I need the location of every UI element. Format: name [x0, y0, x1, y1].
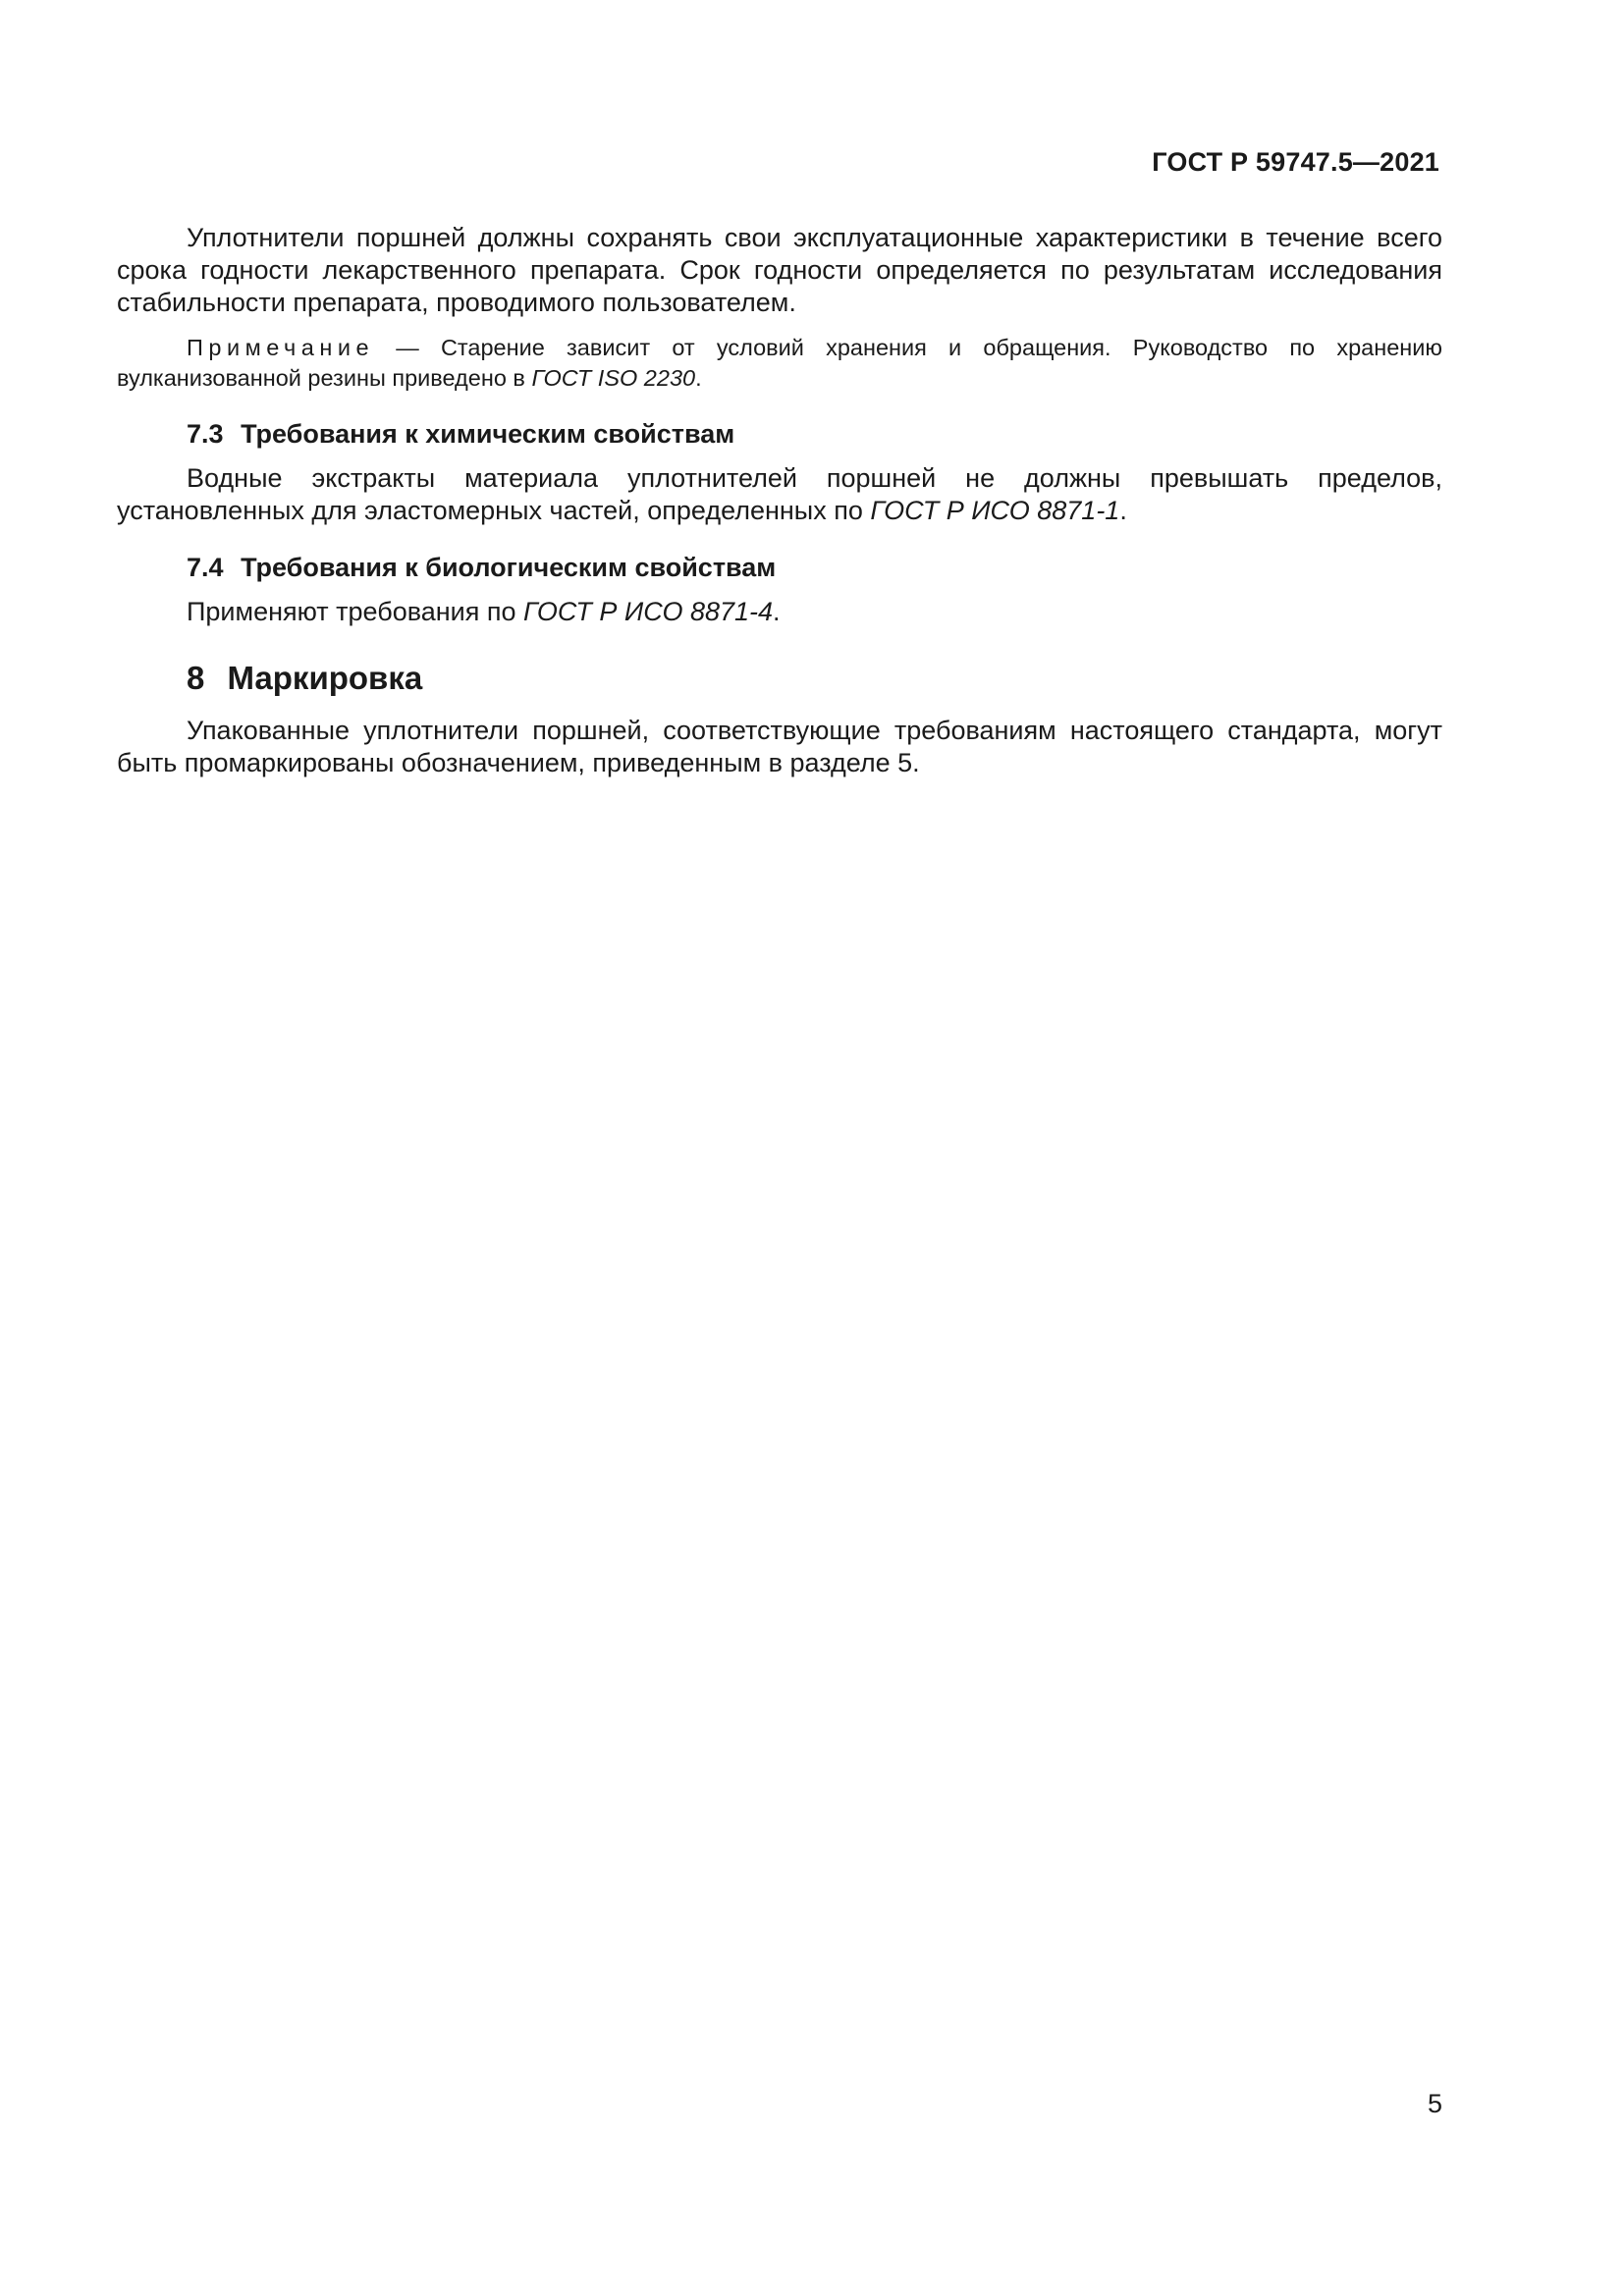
section-8-title: Маркировка [227, 660, 423, 696]
note-end: . [695, 365, 702, 391]
paragraph-chemical [117, 462, 1442, 527]
paragraph-biological [117, 596, 1442, 628]
note-text: — Старение зависит от условий хранения и обращения. Руководство по хранению вулканизованной резины приведено в [117, 335, 1442, 391]
section-8-number: 8 [187, 660, 205, 696]
subsection-7-4-number: 7.4 [187, 553, 224, 582]
subsection-7-4-heading [187, 551, 1442, 584]
section-8-heading [187, 659, 1442, 698]
biological-reference: ГОСТ Р ИСО 8871-4 [523, 597, 774, 626]
note [117, 333, 1442, 394]
subsection-7-3-number: 7.3 [187, 419, 224, 449]
chemical-reference: ГОСТ Р ИСО 8871-1 [870, 496, 1120, 525]
subsection-7-4-title: Требования к биологическим свойствам [241, 553, 777, 582]
paragraph-chemical-end: . [1119, 496, 1127, 525]
paragraph-biological-text: Применяют требования по [187, 597, 524, 626]
page-content [117, 222, 1442, 779]
paragraph-shelf-life: Уплотнители поршней должны сохранять свои эксплуатационные характеристики в течение всего срока годности лекарственного препарата. Срок годности определяется по результатам исследования стабильности препарата, проводимого пользователем. [117, 223, 1442, 317]
paragraph-biological-end: . [773, 597, 781, 626]
subsection-7-3-heading [187, 417, 1442, 451]
subsection-7-3-title: Требования к химическим свойствам [241, 419, 735, 449]
note-label: Примечание [187, 335, 375, 360]
paragraph-marking: Упакованные уплотнители поршней, соответствующие требованиям настоящего стандарта, могут быть промаркированы обозначением, приведенным в разделе 5. [117, 716, 1442, 777]
paragraph-chemical-text: Водные экстракты материала уплотнителей поршней не должны превышать пределов, установленных для эластомерных частей, определенных по [117, 463, 1442, 525]
document-code: ГОСТ Р 59747.5—2021 [1152, 147, 1439, 177]
page-number: 5 [1427, 2089, 1442, 2118]
note-reference: ГОСТ ISO 2230 [531, 365, 696, 391]
